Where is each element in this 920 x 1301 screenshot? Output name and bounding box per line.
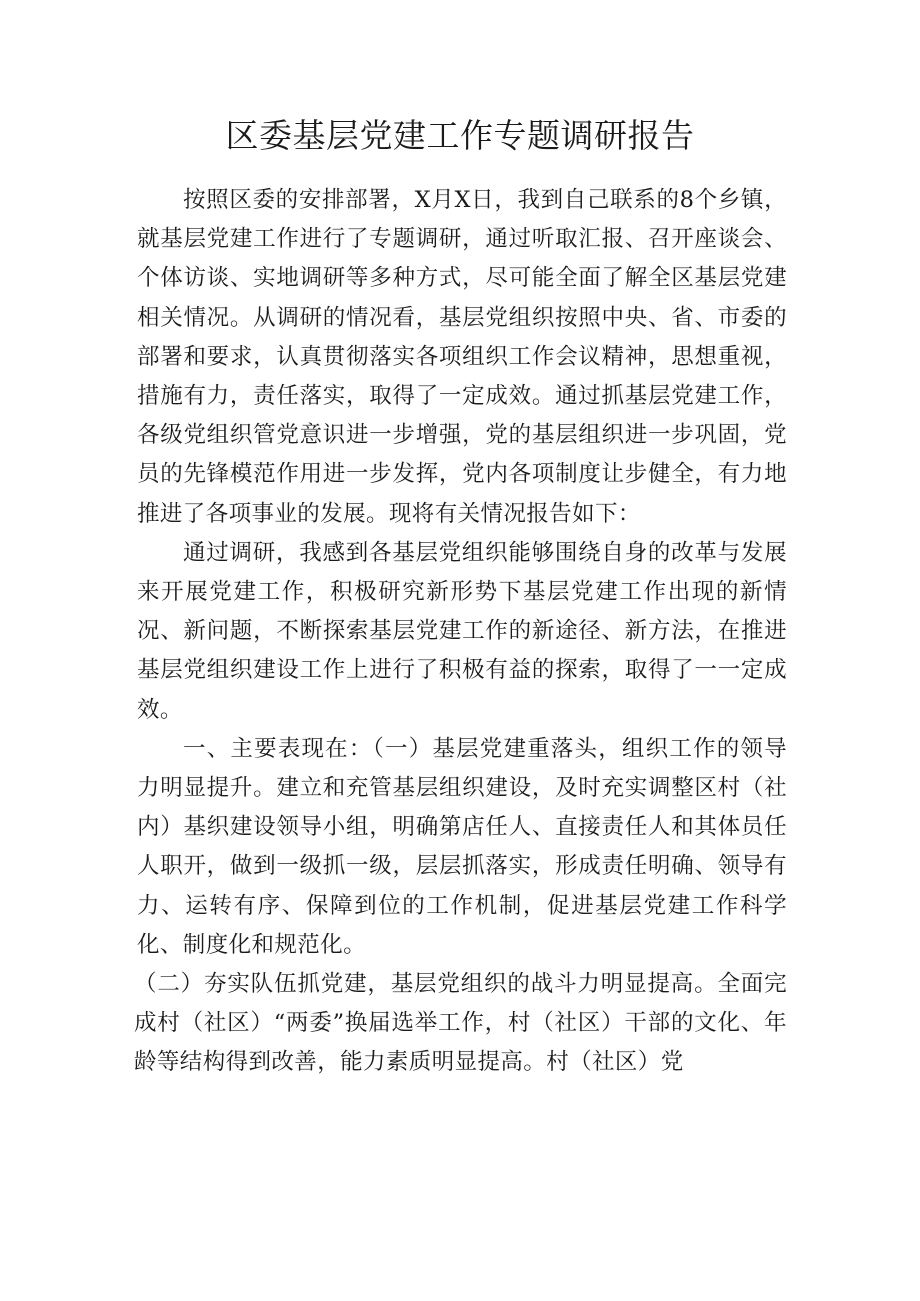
document-title: 区委基层党建工作专题调研报告 <box>225 116 695 155</box>
paragraph-section-one: 一、主要表现在：（一）基层党建重落头，组织工作的领导力明显提升。建立和充管基层组织建设，及时充实调整区村（社内）基织建设领导小组，明确第店任人、直接责任人和其体员任人职开，做到一级抓一级，层层抓落实，形成责任明确、领导有力、运转有序、保障到位的工作机制，促进基层党建工作科学化、制度化和规范化。 <box>137 735 787 958</box>
paragraph-intro: 按照区委的安排部署，X月X日，我到自己联系的8个乡镇，就基层党建工作进行了专题调研，通过听取汇报、召开座谈会、个体访谈、实地调研等多种方式，尽可能全面了解全区基层党建相关情况。从调研的情况看，基层党组织按照中央、省、市委的部署和要求，认真贯彻落实各项组织工作会议精神，思想重视，措施有力，责任落实，取得了一定成效。通过抓基层党建工作，各级党组织管党意识进一步增强，党的基层组织进一步巩固，党员的先锋模范作用进一步发挥，党内各项制度让步健全，有力地推进了各项事业的发展。现将有关情况报告如下： <box>137 187 787 527</box>
paragraph-overview: 通过调研，我感到各基层党组织能够围绕自身的改革与发展来开展党建工作，积极研究新形势下基层党建工作出现的新情况、新问题，不断探索基层党建工作的新途径、新方法，在推进基层党组织建设工作上进行了积极有益的探索，取得了一一定成效。 <box>137 539 787 723</box>
paragraph-section-two: （二）夯实队伍抓党建，基层党组织的战斗力明显提高。全面完成村（社区）“两委”换届选举工作，村（社区）干部的文化、年龄等结构得到改善，能力素质明显提高。村（社区）党 <box>134 971 787 1076</box>
document-body <box>134 181 787 1083</box>
